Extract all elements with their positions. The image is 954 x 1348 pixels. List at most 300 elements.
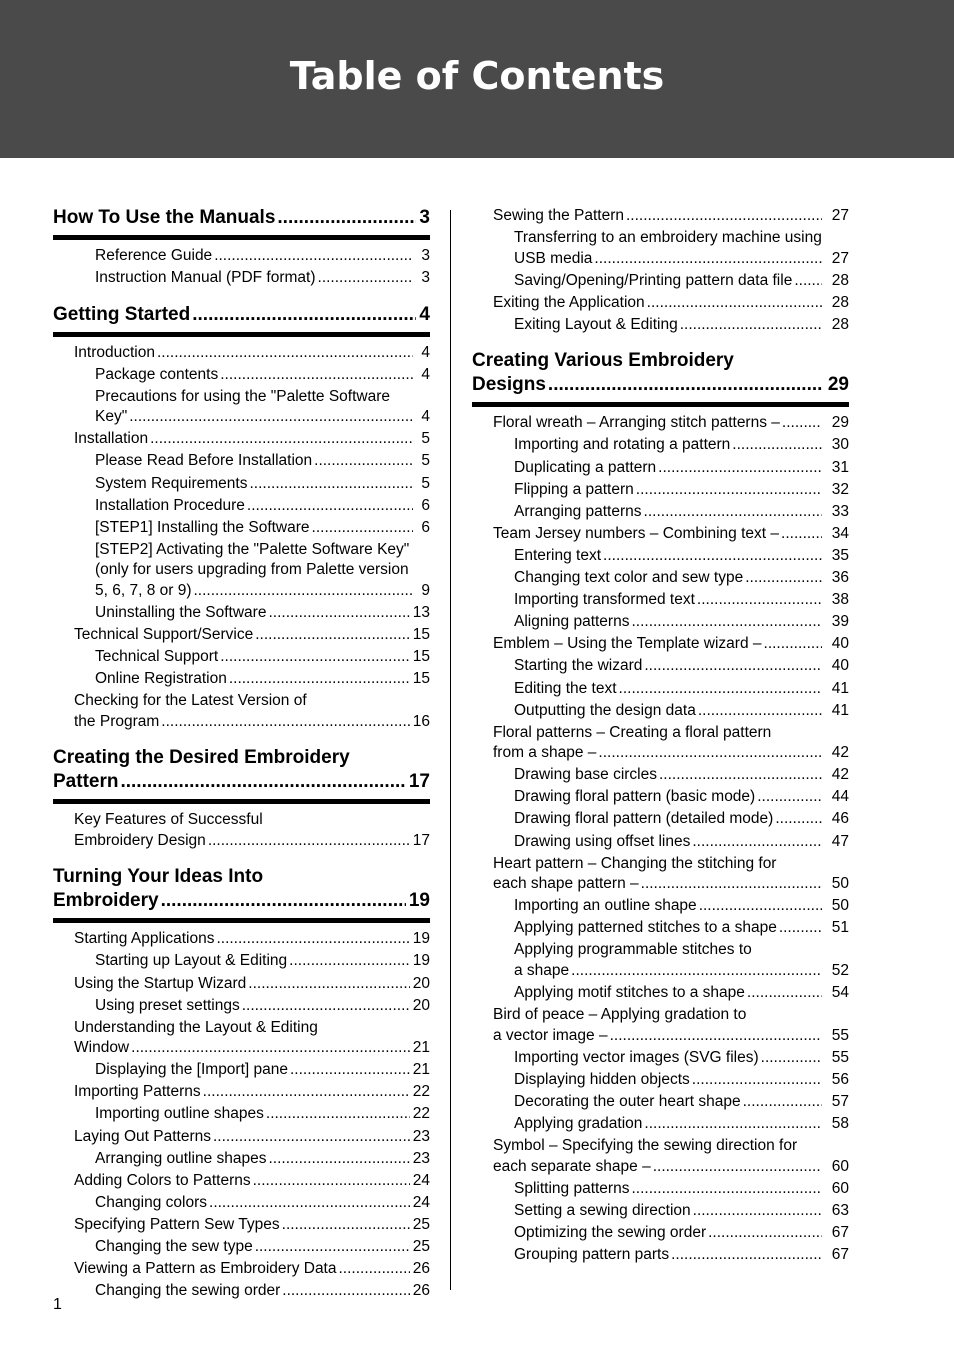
toc-leader-row xyxy=(493,743,849,764)
toc-entry-title: Team Jersey numbers – Combining text – xyxy=(493,524,780,542)
toc-leader-row xyxy=(95,1060,430,1081)
toc-entry-title: Decorating the outer heart shape xyxy=(514,1092,741,1110)
toc-leader-row xyxy=(514,435,849,456)
toc-leader-row xyxy=(472,373,849,397)
toc-entry-line: Symbol – Specifying the sewing direction for xyxy=(493,1137,798,1155)
toc-entry xyxy=(472,1048,849,1069)
toc-entry-title: each separate shape – xyxy=(493,1157,651,1175)
dot-leader xyxy=(282,1281,409,1302)
toc-entry xyxy=(472,983,849,1004)
toc-page-number: 60 xyxy=(831,1157,849,1175)
toc-entry-title: Embroidery xyxy=(53,890,159,912)
dot-leader xyxy=(794,271,822,292)
toc-entry xyxy=(53,387,430,428)
dot-leader xyxy=(216,929,409,950)
toc-page-number: 41 xyxy=(831,679,849,697)
toc-leader-row xyxy=(514,1179,849,1200)
toc-entry xyxy=(472,458,849,479)
toc-entry xyxy=(53,1060,430,1081)
dot-leader xyxy=(761,1048,822,1069)
dot-leader xyxy=(644,1114,822,1135)
dot-leader xyxy=(782,413,822,434)
section-heading-line: Creating the Desired Embroidery xyxy=(53,747,350,769)
toc-leader-row xyxy=(53,206,430,230)
dot-leader xyxy=(571,961,822,982)
toc-leader-row xyxy=(95,951,430,972)
toc-entry xyxy=(472,1136,849,1177)
toc-page-number: 19 xyxy=(408,890,430,912)
toc-page-number: 56 xyxy=(831,1070,849,1088)
toc-entry xyxy=(472,1179,849,1200)
toc-leader-row xyxy=(74,929,430,950)
dot-leader xyxy=(120,770,405,794)
toc-entry xyxy=(472,480,849,501)
toc-leader-row xyxy=(74,1215,430,1236)
toc-entry xyxy=(53,1193,430,1214)
toc-page-number: 5 xyxy=(421,452,430,470)
toc-entry xyxy=(53,1018,430,1059)
toc-entry-title: a shape xyxy=(514,961,570,979)
toc-page-number: 67 xyxy=(831,1245,849,1263)
dot-leader xyxy=(208,831,410,852)
toc-entry-line: Understanding the Layout & Editing xyxy=(74,1018,318,1036)
dot-leader xyxy=(248,974,409,995)
toc-page-number: 54 xyxy=(831,984,849,1002)
toc-page-number: 4 xyxy=(421,343,430,361)
dot-leader xyxy=(213,1127,410,1148)
toc-entry-title: Using preset settings xyxy=(95,996,240,1014)
toc-leader-row xyxy=(514,809,849,830)
toc-page-number: 28 xyxy=(831,315,849,333)
toc-entry xyxy=(472,502,849,523)
toc-entry-title: Laying Out Patterns xyxy=(74,1127,211,1145)
toc-entry xyxy=(472,918,849,939)
section-heading xyxy=(53,206,430,240)
toc-entry xyxy=(472,896,849,917)
toc-left-column xyxy=(53,206,430,1303)
toc-entry xyxy=(53,603,430,624)
toc-entry-title: Viewing a Pattern as Embroidery Data xyxy=(74,1260,337,1278)
toc-leader-row xyxy=(74,712,430,733)
toc-leader-row xyxy=(493,206,849,227)
dot-leader xyxy=(220,647,410,668)
toc-page-number: 19 xyxy=(412,952,430,970)
section-heading-line: Turning Your Ideas Into xyxy=(53,866,264,888)
toc-page-number: 15 xyxy=(412,670,430,688)
toc-page-number: 60 xyxy=(831,1179,849,1197)
toc-page-number: 33 xyxy=(831,502,849,520)
toc-page-number: 26 xyxy=(412,1282,430,1300)
toc-entry-title: Duplicating a pattern xyxy=(514,458,657,476)
toc-leader-row xyxy=(95,1281,430,1302)
toc-leader-row xyxy=(53,770,430,794)
toc-leader-row xyxy=(514,480,849,501)
toc-leader-row xyxy=(74,831,430,852)
dot-leader xyxy=(131,1038,410,1059)
toc-entry-title: Importing and rotating a pattern xyxy=(514,436,731,454)
toc-leader-row xyxy=(95,996,430,1017)
toc-entry-title: Splitting patterns xyxy=(514,1179,630,1197)
toc-entry xyxy=(53,343,430,364)
toc-page-number: 67 xyxy=(831,1223,849,1241)
toc-leader-row xyxy=(514,590,849,611)
title-banner xyxy=(0,0,954,158)
toc-entry-title: Adding Colors to Patterns xyxy=(74,1171,251,1189)
dot-leader xyxy=(203,1082,410,1103)
toc-page-number: 15 xyxy=(412,648,430,666)
toc-entry-title: Floral wreath – Arranging stitch patterns – xyxy=(493,414,780,432)
toc-page-number: 50 xyxy=(831,875,849,893)
toc-page-number: 3 xyxy=(421,269,430,287)
toc-entry xyxy=(53,540,430,602)
dot-leader xyxy=(192,303,416,327)
section-heading-line: Creating Various Embroidery xyxy=(472,350,734,372)
dot-leader xyxy=(631,1179,822,1200)
toc-page-number: 23 xyxy=(412,1127,430,1145)
dot-leader xyxy=(339,1259,410,1280)
toc-page-number: 22 xyxy=(412,1105,430,1123)
dot-leader xyxy=(641,874,822,895)
toc-entry xyxy=(472,787,849,808)
toc-entry-title: Drawing base circles xyxy=(514,766,657,784)
toc-entry-line: Bird of peace – Applying gradation to xyxy=(493,1006,747,1024)
toc-entry-title: from a shape – xyxy=(493,744,597,762)
toc-leader-row xyxy=(514,1223,849,1244)
toc-page-number: 39 xyxy=(831,613,849,631)
toc-entry-title: Entering text xyxy=(514,546,602,564)
toc-page-number: 21 xyxy=(412,1039,430,1057)
toc-entry-title: Saving/Opening/Printing pattern data file xyxy=(514,271,793,289)
toc-leader-row xyxy=(493,1157,849,1178)
toc-entry xyxy=(472,568,849,589)
toc-page-number: 27 xyxy=(831,249,849,267)
toc-entry-line: [STEP2] Activating the "Palette Software Key" xyxy=(95,540,410,558)
toc-entry-title: Specifying Pattern Sew Types xyxy=(74,1215,280,1233)
toc-leader-row xyxy=(74,1082,430,1103)
toc-page-number: 47 xyxy=(831,832,849,850)
dot-leader xyxy=(266,1104,410,1125)
toc-entry-line: Heart pattern – Changing the stitching for xyxy=(493,854,777,872)
dot-leader xyxy=(161,889,406,913)
toc-entry xyxy=(53,451,430,472)
toc-entry xyxy=(472,809,849,830)
toc-page-number: 41 xyxy=(831,701,849,719)
toc-leader-row xyxy=(514,546,849,567)
toc-leader-row xyxy=(514,918,849,939)
toc-leader-row xyxy=(514,701,849,722)
toc-entry-line: Key Features of Successful xyxy=(74,811,263,829)
dot-leader xyxy=(644,656,822,677)
dot-leader xyxy=(282,1215,410,1236)
dot-leader xyxy=(247,496,413,517)
toc-page-number: 55 xyxy=(831,1026,849,1044)
toc-entry xyxy=(53,1281,430,1302)
dot-leader xyxy=(194,581,414,602)
dot-leader xyxy=(255,625,410,646)
toc-leader-row xyxy=(74,429,430,450)
dot-leader xyxy=(631,612,822,633)
section-heading xyxy=(53,746,430,804)
toc-entry xyxy=(472,765,849,786)
toc-page-number: 5 xyxy=(421,474,430,492)
toc-entry xyxy=(472,832,849,853)
toc-page-number: 35 xyxy=(831,546,849,564)
toc-leader-row xyxy=(95,518,430,539)
dot-leader xyxy=(699,896,822,917)
toc-entry xyxy=(472,590,849,611)
toc-leader-row xyxy=(514,1114,849,1135)
toc-page-number: 40 xyxy=(831,657,849,675)
toc-page-number: 3 xyxy=(421,247,430,264)
toc-page-number: 46 xyxy=(831,810,849,828)
toc-entry-title: Applying motif stitches to a shape xyxy=(514,984,745,1002)
toc-page-number: 13 xyxy=(412,603,430,621)
dot-leader xyxy=(747,983,822,1004)
toc-entry xyxy=(472,228,849,269)
toc-entry-title: USB media xyxy=(514,249,593,267)
toc-entry xyxy=(53,929,430,950)
toc-leader-row xyxy=(74,1259,430,1280)
dot-leader xyxy=(214,246,413,267)
toc-entry-line: Precautions for using the "Palette Software xyxy=(95,387,390,405)
toc-leader-row xyxy=(514,249,849,270)
toc-entry-title: Exiting the Application xyxy=(493,293,645,311)
toc-entry-title: Optimizing the sewing order xyxy=(514,1223,707,1241)
toc-page-number: 44 xyxy=(831,788,849,806)
column-divider xyxy=(450,210,451,1290)
toc-entry-title: Installation xyxy=(74,430,149,448)
toc-page-number: 52 xyxy=(831,961,849,979)
dot-leader xyxy=(255,1237,410,1258)
toc-entry-title: Outputting the design data xyxy=(514,701,696,719)
toc-entry-title: Starting the wizard xyxy=(514,657,643,675)
toc-leader-row xyxy=(493,524,849,545)
toc-entry-title: Grouping pattern parts xyxy=(514,1245,670,1263)
dot-leader xyxy=(732,435,822,456)
toc-entry xyxy=(472,271,849,292)
toc-page-number: 42 xyxy=(831,766,849,784)
toc-page-number: 27 xyxy=(831,207,849,224)
toc-entry-title: Aligning patterns xyxy=(514,613,630,631)
toc-entry-title: Arranging patterns xyxy=(514,502,642,520)
toc-entry xyxy=(472,1005,849,1046)
toc-page-number: 40 xyxy=(831,635,849,653)
toc-entry xyxy=(472,940,849,981)
toc-entry xyxy=(472,315,849,336)
toc-leader-row xyxy=(514,961,849,982)
toc-entry xyxy=(53,1149,430,1170)
dot-leader xyxy=(653,1157,822,1178)
toc-entry xyxy=(53,1082,430,1103)
toc-leader-row xyxy=(514,896,849,917)
dot-leader xyxy=(603,546,822,567)
toc-page-number: 63 xyxy=(831,1201,849,1219)
dot-leader xyxy=(253,1171,410,1192)
toc-leader-row xyxy=(514,612,849,633)
toc-page-number: 6 xyxy=(421,496,430,514)
toc-entry xyxy=(53,1215,430,1236)
dot-leader xyxy=(209,1193,410,1214)
toc-leader-row xyxy=(514,832,849,853)
toc-entry-title: [STEP1] Installing the Software xyxy=(95,518,310,536)
toc-entry xyxy=(472,679,849,700)
toc-entry-title: Displaying hidden objects xyxy=(514,1070,690,1088)
toc-right-column xyxy=(472,206,849,1267)
toc-entry xyxy=(472,612,849,633)
toc-entry-title: How To Use the Manuals xyxy=(53,207,276,228)
toc-entry xyxy=(472,634,849,655)
dot-leader xyxy=(775,809,822,830)
toc-entry xyxy=(53,268,430,289)
toc-leader-row xyxy=(95,1149,430,1170)
toc-leader-row xyxy=(493,1026,849,1047)
toc-leader-row xyxy=(95,407,430,428)
dot-leader xyxy=(598,743,822,764)
dot-leader xyxy=(636,480,822,501)
toc-entry-line: Floral patterns – Creating a floral pattern xyxy=(493,723,772,741)
toc-page-number: 26 xyxy=(412,1260,430,1278)
toc-entry-title: a vector image – xyxy=(493,1026,608,1044)
toc-entry-title: Exiting Layout & Editing xyxy=(514,315,678,333)
toc-entry xyxy=(472,1114,849,1135)
toc-leader-row xyxy=(493,874,849,895)
toc-entry xyxy=(53,1127,430,1148)
dot-leader xyxy=(610,1026,822,1047)
dot-leader xyxy=(594,249,822,270)
toc-entry-title: Introduction xyxy=(74,343,155,361)
toc-entry-title: the Program xyxy=(74,712,160,730)
toc-entry-title: Changing the sewing order xyxy=(95,1282,281,1300)
toc-entry xyxy=(472,1223,849,1244)
dot-leader xyxy=(671,1245,822,1266)
toc-entry-title: Getting Started xyxy=(53,303,191,325)
toc-page-number: 30 xyxy=(831,436,849,454)
toc-entry xyxy=(53,996,430,1017)
toc-entry xyxy=(53,691,430,732)
toc-leader-row xyxy=(74,1038,430,1059)
toc-entry-title: Package contents xyxy=(95,365,219,383)
toc-leader-row xyxy=(74,625,430,646)
toc-entry-title: Importing transformed text xyxy=(514,591,695,609)
toc-entry-title: Drawing using offset lines xyxy=(514,832,691,850)
dot-leader xyxy=(708,1223,822,1244)
toc-entry-title: Importing vector images (SVG files) xyxy=(514,1048,759,1066)
dot-leader xyxy=(290,1060,410,1081)
toc-entry-title: Arranging outline shapes xyxy=(95,1149,267,1167)
toc-page-number: 50 xyxy=(831,897,849,915)
toc-entry xyxy=(472,546,849,567)
toc-page-number: 55 xyxy=(831,1048,849,1066)
toc-leader-row xyxy=(95,581,430,602)
toc-leader-row xyxy=(95,669,430,690)
toc-page-number: 28 xyxy=(831,271,849,289)
dot-leader xyxy=(312,518,413,539)
dot-leader xyxy=(268,603,409,624)
toc-entry-title: 5, 6, 7, 8 or 9) xyxy=(95,581,192,599)
toc-entry xyxy=(53,625,430,646)
toc-entry-title: System Requirements xyxy=(95,474,248,492)
dot-leader xyxy=(129,407,413,428)
dot-leader xyxy=(692,1070,822,1091)
toc-entry-title: Drawing floral pattern (detailed mode) xyxy=(514,810,774,828)
toc-entry-title: Key" xyxy=(95,408,128,426)
toc-entry-title: Installation Procedure xyxy=(95,496,245,514)
dot-leader xyxy=(692,832,822,853)
toc-entry xyxy=(53,518,430,539)
toc-entry-line: Transferring to an embroidery machine using xyxy=(514,229,822,247)
toc-page-number: 38 xyxy=(831,591,849,609)
toc-page-number: 31 xyxy=(831,458,849,476)
dot-leader xyxy=(698,701,822,722)
toc-leader-row xyxy=(95,1193,430,1214)
toc-page-number: 34 xyxy=(831,524,849,542)
toc-entry xyxy=(472,656,849,677)
toc-entry-title: Starting up Layout & Editing xyxy=(95,952,288,970)
dot-leader xyxy=(157,343,413,364)
toc-entry xyxy=(472,1245,849,1266)
toc-leader-row xyxy=(95,647,430,668)
toc-leader-row xyxy=(514,271,849,292)
toc-entry xyxy=(472,524,849,545)
toc-leader-row xyxy=(53,303,430,327)
toc-page-number: 32 xyxy=(831,480,849,498)
toc-page-number: 25 xyxy=(412,1215,430,1233)
toc-page-number: 28 xyxy=(831,293,849,311)
toc-leader-row xyxy=(95,1104,430,1125)
dot-leader xyxy=(626,206,822,227)
toc-leader-row xyxy=(514,787,849,808)
dot-leader xyxy=(647,293,822,314)
toc-entry-title: Uninstalling the Software xyxy=(95,603,267,621)
dot-leader xyxy=(548,373,822,397)
toc-leader-row xyxy=(514,502,849,523)
toc-leader-row xyxy=(493,413,849,434)
toc-entry-title: Importing an outline shape xyxy=(514,897,697,915)
toc-entry xyxy=(472,1092,849,1113)
toc-leader-row xyxy=(514,568,849,589)
toc-entry-title: Technical Support/Service xyxy=(74,626,254,644)
toc-entry-title: Editing the text xyxy=(514,679,617,697)
toc-page-number: 42 xyxy=(831,744,849,762)
dot-leader xyxy=(242,996,410,1017)
toc-entry-title: Changing colors xyxy=(95,1193,208,1211)
toc-leader-row xyxy=(514,1048,849,1069)
toc-page-number: 16 xyxy=(412,712,430,730)
toc-page-number: 23 xyxy=(412,1149,430,1167)
toc-leader-row xyxy=(514,983,849,1004)
toc-entry-title: Please Read Before Installation xyxy=(95,452,313,470)
toc-leader-row xyxy=(95,268,430,289)
toc-entry-title: Embroidery Design xyxy=(74,831,206,849)
toc-entry xyxy=(472,1070,849,1091)
toc-entry-title: Starting Applications xyxy=(74,930,215,948)
toc-leader-row xyxy=(514,315,849,336)
toc-entry xyxy=(472,1201,849,1222)
toc-entry-title: Applying patterned stitches to a shape xyxy=(514,919,777,937)
dot-leader xyxy=(781,524,822,545)
dot-leader xyxy=(150,429,413,450)
toc-page-number: 17 xyxy=(412,831,430,849)
toc-entry-title: Sewing the Pattern xyxy=(493,207,624,224)
dot-leader xyxy=(644,502,822,523)
toc-entry xyxy=(53,246,430,267)
toc-entry xyxy=(53,810,430,851)
toc-leader-row xyxy=(514,1092,849,1113)
toc-entry xyxy=(53,647,430,668)
section-heading xyxy=(53,303,430,337)
section-heading xyxy=(472,349,849,407)
toc-page-number: 4 xyxy=(421,408,430,426)
